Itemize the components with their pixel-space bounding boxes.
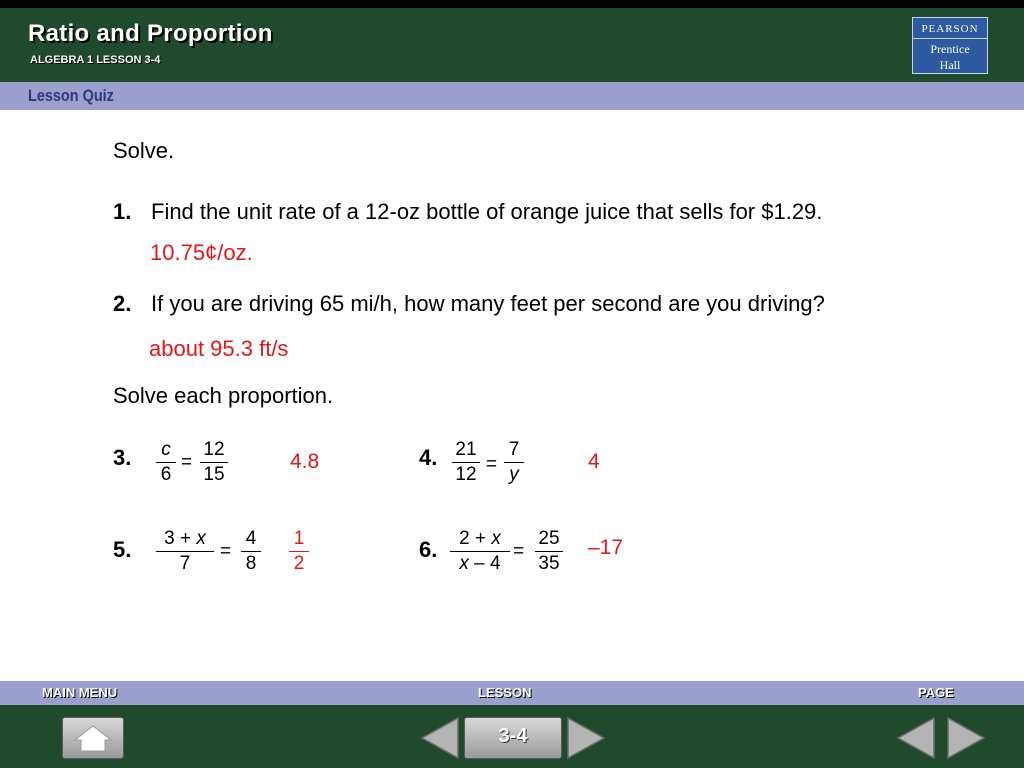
q5-left-fraction — [156, 527, 214, 576]
main-menu-label: MAIN MENU — [42, 685, 118, 700]
q4-answer: 4 — [588, 450, 600, 473]
q3-left-fraction — [156, 438, 176, 487]
page-label: PAGE — [918, 685, 954, 700]
lesson-next-arrow-icon[interactable] — [566, 716, 606, 760]
q3-left-numerator: c — [156, 438, 176, 463]
logo-prentice: Prentice — [930, 42, 970, 56]
lesson-number-button[interactable]: 3-4 — [464, 717, 562, 759]
q5-left-numerator: 3 + x — [156, 527, 214, 552]
q5-number: 5. — [113, 537, 132, 562]
q4-left-denominator: 12 — [455, 464, 477, 485]
publisher-logo — [912, 17, 988, 74]
proportion-instruction: Solve each proportion. — [113, 383, 334, 408]
q6-answer: –17 — [588, 536, 624, 559]
q3-right-fraction — [200, 438, 228, 487]
page-previous-arrow-icon[interactable] — [896, 716, 936, 760]
main-menu-button[interactable] — [62, 717, 124, 759]
q4-left-numerator: 21 — [452, 438, 480, 463]
q6-right-fraction — [535, 527, 563, 576]
q1-text: Find the unit rate of a 12-oz bottle of orange juice that sells for $1.29. — [151, 199, 823, 224]
q5-answer-fraction — [289, 527, 309, 576]
q1-answer: 10.75¢/oz. — [150, 240, 253, 265]
q6-left-fraction — [450, 527, 510, 576]
page-next-arrow-icon[interactable] — [946, 716, 986, 760]
q3-left-denominator: 6 — [160, 464, 172, 485]
q5-right-denominator: 8 — [245, 553, 257, 574]
q6-right-denominator: 35 — [538, 553, 560, 574]
q4-left-fraction — [452, 438, 480, 487]
lesson-label: LESSON — [478, 685, 532, 700]
q3-equals: = — [181, 452, 193, 473]
q5-right-numerator: 4 — [241, 527, 261, 552]
q5-answer-numerator: 1 — [289, 527, 309, 552]
q6-left-numerator: 2 + x — [450, 527, 510, 552]
section-label: Lesson Quiz — [28, 86, 114, 105]
q1-number: 1. — [113, 199, 132, 224]
logo-hall: Hall — [939, 58, 961, 72]
q6-right-numerator: 25 — [535, 527, 563, 552]
q4-right-numerator: 7 — [504, 438, 524, 463]
q3-right-denominator: 15 — [203, 464, 225, 485]
q4-right-denominator: y — [509, 464, 519, 485]
home-icon — [63, 718, 123, 758]
q5-equals: = — [220, 541, 232, 562]
q4-right-fraction — [504, 438, 524, 487]
q3-answer: 4.8 — [290, 450, 320, 473]
q5-right-fraction — [241, 527, 261, 576]
q4-equals: = — [486, 454, 498, 475]
q6-number: 6. — [419, 537, 438, 562]
top-border — [0, 0, 1024, 8]
nav-label-bar — [0, 681, 1024, 705]
q6-left-denominator: x – 4 — [459, 553, 501, 574]
q4-number: 4. — [419, 445, 438, 470]
q3-right-numerator: 12 — [200, 438, 228, 463]
lesson-previous-arrow-icon[interactable] — [420, 716, 460, 760]
section-bar — [0, 82, 1024, 110]
q5-answer-denominator: 2 — [293, 553, 305, 574]
q2-text: If you are driving 65 mi/h, how many feet per second are you driving? — [151, 291, 825, 316]
header-bar — [0, 8, 1024, 82]
solve-instruction: Solve. — [113, 138, 175, 163]
q3-number: 3. — [113, 445, 132, 470]
page-title: Ratio and Proportion — [28, 20, 273, 47]
q2-number: 2. — [113, 291, 132, 316]
lesson-subtitle: ALGEBRA 1 LESSON 3-4 — [30, 54, 161, 66]
logo-pearson: PEARSON — [913, 23, 987, 39]
q2-answer: about 95.3 ft/s — [149, 336, 289, 361]
q6-equals: = — [513, 541, 525, 562]
q5-left-denominator: 7 — [179, 553, 191, 574]
